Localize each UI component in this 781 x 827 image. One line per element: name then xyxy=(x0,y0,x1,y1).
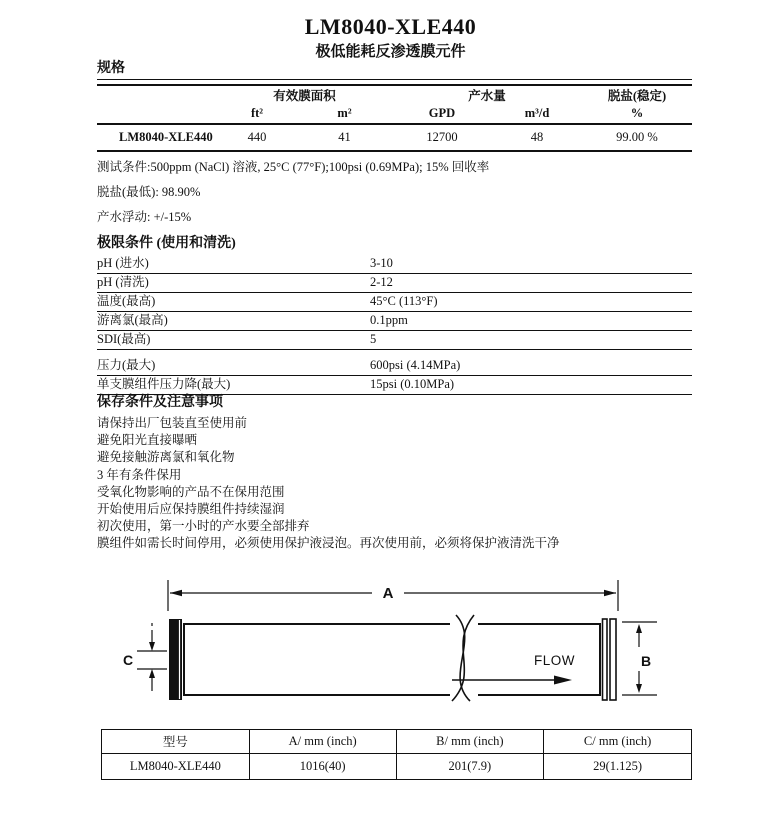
dimension-c-label: C xyxy=(122,651,134,668)
spec-flow-gpd: 12700 xyxy=(392,124,492,151)
document-body xyxy=(97,61,692,780)
limit-label: 温度(最高) xyxy=(97,294,156,308)
limit-row-ph-feed xyxy=(97,255,692,274)
dimension-c-upper-arrowhead xyxy=(149,642,155,651)
limit-row-temperature xyxy=(97,293,692,312)
dim-header-b: B/ mm (inch) xyxy=(396,729,544,753)
limit-row-pressure xyxy=(97,357,692,376)
dim-header-a: A/ mm (inch) xyxy=(249,729,396,753)
limit-value: 2-12 xyxy=(370,275,393,289)
limits-table xyxy=(97,255,692,395)
dimension-a-arrowhead-right xyxy=(604,589,616,595)
spec-blank-header xyxy=(97,104,217,124)
storage-notes xyxy=(97,415,692,553)
storage-line: 3 年有条件保用 xyxy=(97,467,182,482)
flow-tolerance-note: 产水浮动: +/-15% xyxy=(97,210,192,224)
storage-line: 避免接触游离氯和氧化物 xyxy=(97,450,235,465)
dimension-a-label: A xyxy=(382,584,394,602)
limit-value: 15psi (0.10MPa) xyxy=(370,377,455,391)
spec-group-rejection: 脱盐(稳定) xyxy=(607,89,667,103)
dimension-b-upper-arrowhead xyxy=(636,624,642,633)
dimension-a-arrowhead-left xyxy=(170,589,182,595)
spec-row xyxy=(97,124,692,151)
right-end-ring-2 xyxy=(610,619,616,700)
limit-label: pH (清洗) xyxy=(97,275,149,289)
spec-unit-gpd: GPD xyxy=(392,104,492,124)
limit-value: 45°C (113°F) xyxy=(370,294,438,308)
spec-section-heading: 规格 xyxy=(97,61,692,80)
spec-unit-ft2: ft² xyxy=(217,104,297,124)
spec-blank-header xyxy=(97,85,217,104)
dimension-table-header-row xyxy=(102,729,692,753)
dimension-c-ticks xyxy=(137,651,167,669)
dim-model: LM8040-XLE440 xyxy=(102,753,250,779)
storage-line: 避免阳光直接曝晒 xyxy=(97,433,198,448)
dimension-b-label: B xyxy=(640,652,652,669)
dim-b-value: 201(7.9) xyxy=(396,753,544,779)
limit-value: 600psi (4.14MPa) xyxy=(370,358,461,372)
spec-unit-m3d: m³/d xyxy=(492,104,582,124)
spec-table xyxy=(97,84,692,152)
limits-section-heading: 极限条件 (使用和清洗) xyxy=(97,236,236,251)
dim-a-value: 1016(40) xyxy=(249,753,396,779)
spec-model: LM8040-XLE440 xyxy=(97,124,217,151)
dimension-table xyxy=(101,729,692,780)
spec-unit-m2: m² xyxy=(297,104,392,124)
storage-line: 初次使用，第一小时的产水要全部排弃 xyxy=(97,519,310,534)
dim-c-value: 29(1.125) xyxy=(544,753,692,779)
membrane-element-diagram xyxy=(97,577,677,727)
limit-row-sdi xyxy=(97,331,692,350)
limit-label: pH (进水) xyxy=(97,256,149,270)
storage-line: 膜组件如需长时间停用，必须使用保护液浸泡。再次使用前，必须将保护液清洗干净 xyxy=(97,536,560,551)
storage-section-heading: 保存条件及注意事项 xyxy=(97,395,223,410)
min-rejection-note: 脱盐(最低): 98.90% xyxy=(97,185,201,199)
limit-row-chlorine xyxy=(97,312,692,331)
spec-rejection: 99.00 % xyxy=(582,124,692,151)
dim-header-model: 型号 xyxy=(102,729,250,753)
dimension-table-data-row xyxy=(102,753,692,779)
dimension-b-lower-arrowhead xyxy=(636,684,642,693)
page-header xyxy=(0,14,781,61)
right-end-ring-1 xyxy=(603,619,608,700)
spec-flow-m3d: 48 xyxy=(492,124,582,151)
limit-label: 游离氯(最高) xyxy=(97,313,168,327)
limit-label: 单支膜组件压力降(最大) xyxy=(97,377,231,391)
limit-row-pressure-drop xyxy=(97,376,692,395)
limit-value: 5 xyxy=(370,332,377,346)
test-conditions-note: 测试条件:500ppm (NaCl) 溶液, 25°C (77°F);100psi (0.69MPa); 15% 回收率 xyxy=(97,160,490,174)
storage-line: 开始使用后应保持膜组件持续湿润 xyxy=(97,502,285,517)
spec-area-ft2: 440 xyxy=(217,124,297,151)
limit-label: 压力(最大) xyxy=(97,358,156,372)
page-subtitle: 极低能耗反渗透膜元件 xyxy=(315,44,466,60)
page-title: LM8040-XLE440 xyxy=(304,14,477,39)
spec-group-area: 有效膜面积 xyxy=(273,89,336,103)
spec-area-m2: 41 xyxy=(297,124,392,151)
spec-notes xyxy=(97,161,692,224)
dim-header-c: C/ mm (inch) xyxy=(544,729,692,753)
limit-value: 3-10 xyxy=(370,256,393,270)
spec-unit-pct: % xyxy=(582,104,692,124)
spec-group-flow: 产水量 xyxy=(468,89,506,103)
limit-label: SDI(最高) xyxy=(97,332,151,346)
flow-label: FLOW xyxy=(534,652,575,668)
storage-line: 受氧化物影响的产品不在保用范围 xyxy=(97,484,285,499)
storage-line: 请保持出厂包装直至使用前 xyxy=(97,416,248,430)
dimension-c-lower-arrowhead xyxy=(149,669,155,678)
limit-row-ph-cleaning xyxy=(97,274,692,293)
limit-value: 0.1ppm xyxy=(370,313,408,327)
